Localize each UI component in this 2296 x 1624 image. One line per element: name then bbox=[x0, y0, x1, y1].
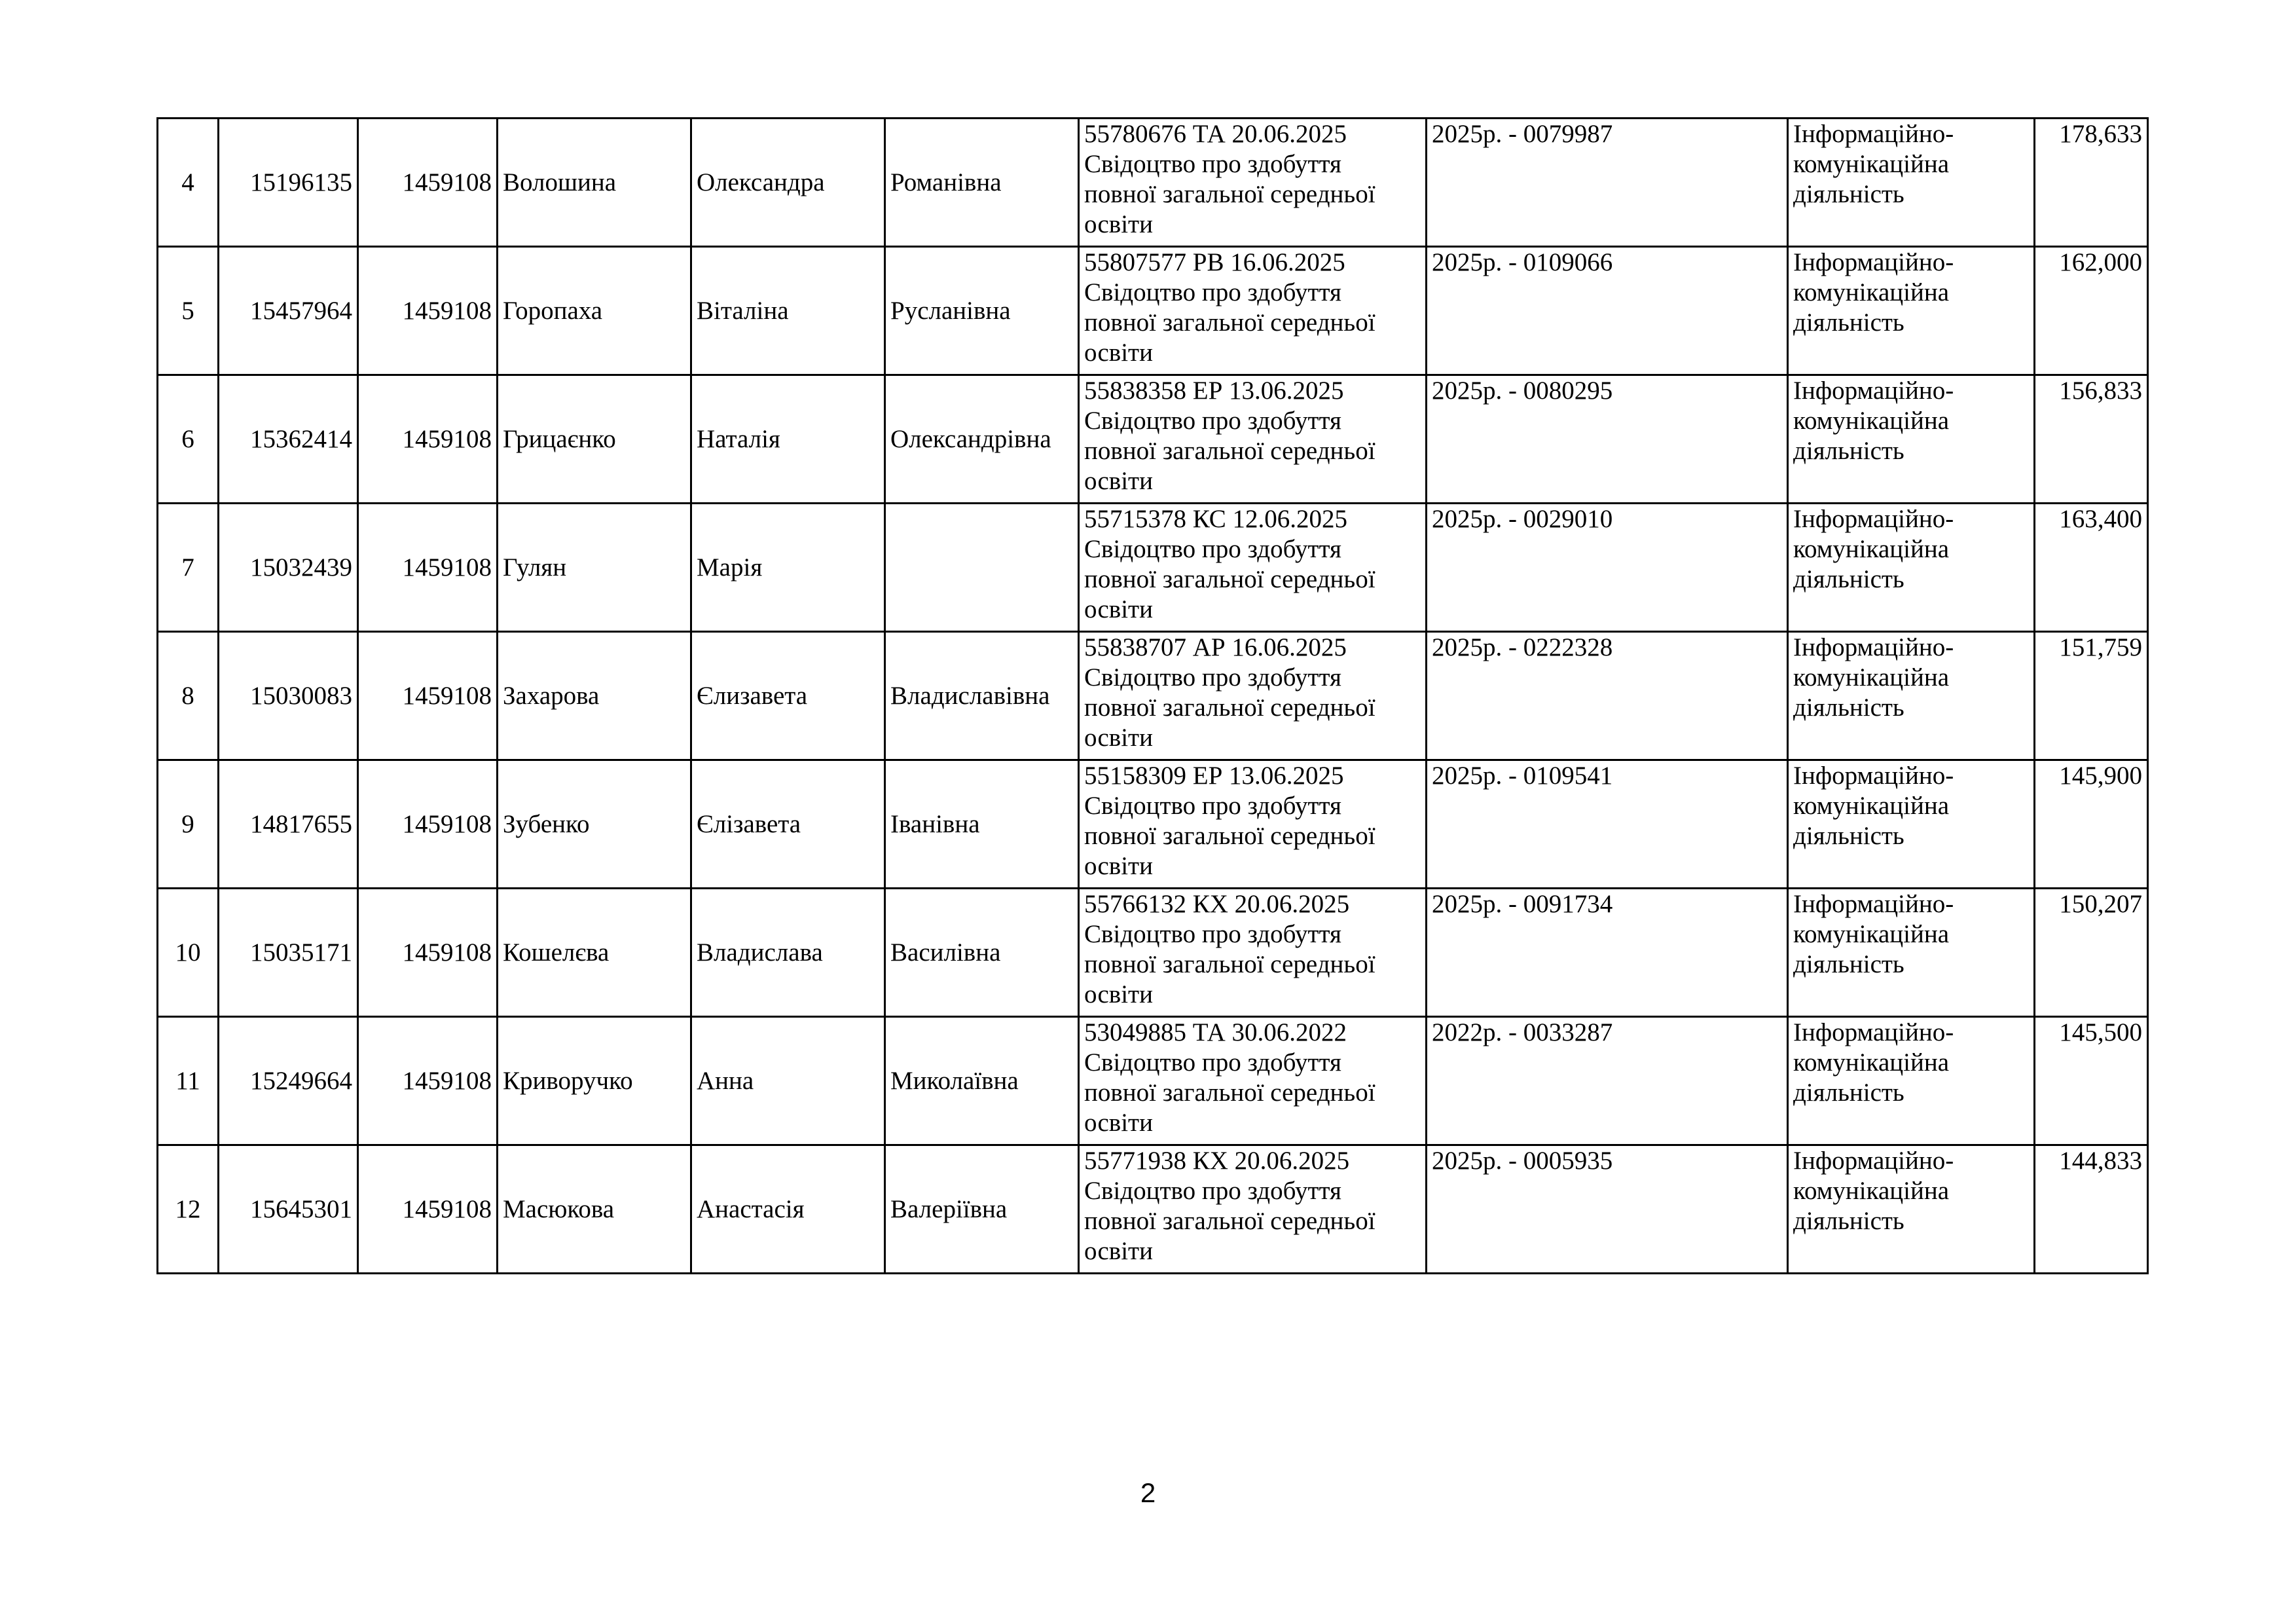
competitive-score-cell: 150,207 bbox=[2035, 889, 2148, 1017]
education-document-line: 55715378 КС 12.06.2025 bbox=[1084, 505, 1348, 533]
program-code-cell: 1459108 bbox=[358, 247, 498, 375]
first-name-cell: Віталіна bbox=[691, 247, 885, 375]
surname-cell: Криворучко bbox=[498, 1017, 691, 1145]
specialty-line: діяльність bbox=[1793, 180, 1904, 208]
specialty-line: комунікаційна bbox=[1793, 1048, 1950, 1077]
education-document-line: Свідоцтво про здобуття bbox=[1084, 1048, 1341, 1077]
education-document-line: повної загальної середньої bbox=[1084, 565, 1376, 593]
specialty-line: діяльність bbox=[1793, 950, 1904, 978]
specialty-line: Інформаційно- bbox=[1793, 248, 1954, 276]
specialty-line: Інформаційно- bbox=[1793, 890, 1954, 918]
competitive-score-cell: 145,500 bbox=[2035, 1017, 2148, 1145]
competitive-score-cell: 156,833 bbox=[2035, 375, 2148, 504]
education-document-line: 55158309 ЕР 13.06.2025 bbox=[1084, 762, 1344, 790]
surname-cell: Гулян bbox=[498, 504, 691, 632]
specialty-line: діяльність bbox=[1793, 1207, 1904, 1235]
patronymic-cell: Валеріївна bbox=[885, 1145, 1079, 1274]
registry-number-cell: 2025р. - 0079987 bbox=[1427, 119, 1788, 247]
patronymic-cell: Іванівна bbox=[885, 760, 1079, 889]
competitive-score-cell: 151,759 bbox=[2035, 632, 2148, 760]
specialty-line: Інформаційно- bbox=[1793, 120, 1954, 148]
applicant-id-cell: 15035171 bbox=[219, 889, 358, 1017]
education-document-line: 55838707 АР 16.06.2025 bbox=[1084, 633, 1347, 661]
education-document-line: 55807577 РВ 16.06.2025 bbox=[1084, 248, 1345, 276]
education-document-line: Свідоцтво про здобуття bbox=[1084, 663, 1341, 692]
specialty-cell bbox=[1788, 247, 2035, 375]
specialty-line: діяльність bbox=[1793, 822, 1904, 850]
first-name-cell: Єлизавета bbox=[691, 632, 885, 760]
program-code-cell: 1459108 bbox=[358, 760, 498, 889]
specialty-line: комунікаційна bbox=[1793, 1177, 1950, 1205]
education-document-line: освіти bbox=[1084, 1109, 1153, 1137]
applicant-id-cell: 15362414 bbox=[219, 375, 358, 504]
education-document-cell bbox=[1079, 889, 1427, 1017]
program-code-cell: 1459108 bbox=[358, 889, 498, 1017]
education-document-line: повної загальної середньої bbox=[1084, 1207, 1376, 1235]
patronymic-cell: Романівна bbox=[885, 119, 1079, 247]
row-number-cell: 8 bbox=[158, 632, 219, 760]
row-number-cell: 5 bbox=[158, 247, 219, 375]
education-document-cell bbox=[1079, 1017, 1427, 1145]
patronymic-cell bbox=[885, 504, 1079, 632]
education-document-line: повної загальної середньої bbox=[1084, 308, 1376, 337]
education-document-line: Свідоцтво про здобуття bbox=[1084, 407, 1341, 435]
patronymic-cell: Олександрівна bbox=[885, 375, 1079, 504]
education-document-line: освіти bbox=[1084, 339, 1153, 367]
specialty-line: Інформаційно- bbox=[1793, 1147, 1954, 1175]
education-document-line: Свідоцтво про здобуття bbox=[1084, 150, 1341, 178]
education-document-cell bbox=[1079, 632, 1427, 760]
table-row bbox=[158, 247, 2148, 375]
surname-cell: Горопаха bbox=[498, 247, 691, 375]
education-document-line: Свідоцтво про здобуття bbox=[1084, 792, 1341, 820]
row-number-cell: 9 bbox=[158, 760, 219, 889]
table-row bbox=[158, 760, 2148, 889]
patronymic-cell: Русланівна bbox=[885, 247, 1079, 375]
applicant-id-cell: 15249664 bbox=[219, 1017, 358, 1145]
education-document-cell bbox=[1079, 760, 1427, 889]
specialty-line: комунікаційна bbox=[1793, 407, 1950, 435]
table-row bbox=[158, 1017, 2148, 1145]
specialty-line: комунікаційна bbox=[1793, 150, 1950, 178]
education-document-line: повної загальної середньої bbox=[1084, 1079, 1376, 1107]
specialty-cell bbox=[1788, 119, 2035, 247]
education-document-cell bbox=[1079, 119, 1427, 247]
specialty-line: Інформаційно- bbox=[1793, 377, 1954, 405]
applicant-id-cell: 15196135 bbox=[219, 119, 358, 247]
patronymic-cell: Миколаївна bbox=[885, 1017, 1079, 1145]
registry-number-cell: 2025р. - 0109541 bbox=[1427, 760, 1788, 889]
education-document-line: освіти bbox=[1084, 1237, 1153, 1265]
row-number-cell: 4 bbox=[158, 119, 219, 247]
specialty-line: Інформаційно- bbox=[1793, 1018, 1954, 1046]
education-document-line: Свідоцтво про здобуття bbox=[1084, 535, 1341, 563]
specialty-cell bbox=[1788, 504, 2035, 632]
specialty-line: комунікаційна bbox=[1793, 920, 1950, 948]
education-document-line: 55780676 ТА 20.06.2025 bbox=[1084, 120, 1347, 148]
specialty-cell bbox=[1788, 760, 2035, 889]
table-row bbox=[158, 504, 2148, 632]
table-row bbox=[158, 889, 2148, 1017]
specialty-line: комунікаційна bbox=[1793, 535, 1950, 563]
first-name-cell: Наталія bbox=[691, 375, 885, 504]
education-document-line: повної загальної середньої bbox=[1084, 437, 1376, 465]
registry-number-cell: 2022р. - 0033287 bbox=[1427, 1017, 1788, 1145]
education-document-line: повної загальної середньої bbox=[1084, 693, 1376, 722]
specialty-line: комунікаційна bbox=[1793, 663, 1950, 692]
specialty-cell bbox=[1788, 1145, 2035, 1274]
applicant-id-cell: 15645301 bbox=[219, 1145, 358, 1274]
specialty-line: Інформаційно- bbox=[1793, 505, 1954, 533]
specialty-line: діяльність bbox=[1793, 308, 1904, 337]
education-document-line: 55766132 КХ 20.06.2025 bbox=[1084, 890, 1350, 918]
specialty-line: Інформаційно- bbox=[1793, 762, 1954, 790]
first-name-cell: Єлізавета bbox=[691, 760, 885, 889]
education-document-line: 55771938 КХ 20.06.2025 bbox=[1084, 1147, 1350, 1175]
table-row bbox=[158, 375, 2148, 504]
first-name-cell: Олександра bbox=[691, 119, 885, 247]
education-document-line: повної загальної середньої bbox=[1084, 180, 1376, 208]
table-row bbox=[158, 119, 2148, 247]
competitive-score-cell: 145,900 bbox=[2035, 760, 2148, 889]
specialty-cell bbox=[1788, 1017, 2035, 1145]
education-document-line: повної загальної середньої bbox=[1084, 950, 1376, 978]
education-document-line: Свідоцтво про здобуття bbox=[1084, 1177, 1341, 1205]
row-number-cell: 12 bbox=[158, 1145, 219, 1274]
program-code-cell: 1459108 bbox=[358, 119, 498, 247]
program-code-cell: 1459108 bbox=[358, 632, 498, 760]
specialty-line: діяльність bbox=[1793, 1079, 1904, 1107]
applicant-id-cell: 15457964 bbox=[219, 247, 358, 375]
education-document-cell bbox=[1079, 1145, 1427, 1274]
page-number: 2 bbox=[1140, 1477, 1156, 1508]
registry-number-cell: 2025р. - 0222328 bbox=[1427, 632, 1788, 760]
applicant-id-cell: 15032439 bbox=[219, 504, 358, 632]
specialty-cell bbox=[1788, 375, 2035, 504]
surname-cell: Масюкова bbox=[498, 1145, 691, 1274]
competitive-score-cell: 163,400 bbox=[2035, 504, 2148, 632]
applicants-table bbox=[156, 117, 2149, 1274]
applicant-id-cell: 14817655 bbox=[219, 760, 358, 889]
row-number-cell: 10 bbox=[158, 889, 219, 1017]
competitive-score-cell: 178,633 bbox=[2035, 119, 2148, 247]
specialty-line: діяльність bbox=[1793, 565, 1904, 593]
specialty-line: діяльність bbox=[1793, 437, 1904, 465]
registry-number-cell: 2025р. - 0080295 bbox=[1427, 375, 1788, 504]
first-name-cell: Владислава bbox=[691, 889, 885, 1017]
competitive-score-cell: 144,833 bbox=[2035, 1145, 2148, 1274]
first-name-cell: Марія bbox=[691, 504, 885, 632]
registry-number-cell: 2025р. - 0005935 bbox=[1427, 1145, 1788, 1274]
table-row bbox=[158, 632, 2148, 760]
patronymic-cell: Владиславівна bbox=[885, 632, 1079, 760]
first-name-cell: Анастасія bbox=[691, 1145, 885, 1274]
program-code-cell: 1459108 bbox=[358, 375, 498, 504]
surname-cell: Волошина bbox=[498, 119, 691, 247]
surname-cell: Захарова bbox=[498, 632, 691, 760]
specialty-cell bbox=[1788, 632, 2035, 760]
specialty-line: комунікаційна bbox=[1793, 278, 1950, 306]
surname-cell: Кошелєва bbox=[498, 889, 691, 1017]
registry-number-cell: 2025р. - 0029010 bbox=[1427, 504, 1788, 632]
education-document-line: 53049885 ТА 30.06.2022 bbox=[1084, 1018, 1347, 1046]
competitive-score-cell: 162,000 bbox=[2035, 247, 2148, 375]
first-name-cell: Анна bbox=[691, 1017, 885, 1145]
education-document-line: освіти bbox=[1084, 980, 1153, 1008]
specialty-line: комунікаційна bbox=[1793, 792, 1950, 820]
education-document-line: освіти bbox=[1084, 467, 1153, 495]
education-document-cell bbox=[1079, 375, 1427, 504]
program-code-cell: 1459108 bbox=[358, 1017, 498, 1145]
row-number-cell: 7 bbox=[158, 504, 219, 632]
education-document-line: освіти bbox=[1084, 210, 1153, 238]
education-document-line: Свідоцтво про здобуття bbox=[1084, 278, 1341, 306]
program-code-cell: 1459108 bbox=[358, 504, 498, 632]
row-number-cell: 11 bbox=[158, 1017, 219, 1145]
education-document-cell bbox=[1079, 504, 1427, 632]
education-document-line: освіти bbox=[1084, 852, 1153, 880]
applicants-table-body bbox=[158, 119, 2148, 1274]
registry-number-cell: 2025р. - 0109066 bbox=[1427, 247, 1788, 375]
table-row bbox=[158, 1145, 2148, 1274]
education-document-line: 55838358 ЕР 13.06.2025 bbox=[1084, 377, 1344, 405]
specialty-cell bbox=[1788, 889, 2035, 1017]
specialty-line: Інформаційно- bbox=[1793, 633, 1954, 661]
education-document-line: освіти bbox=[1084, 595, 1153, 623]
education-document-line: Свідоцтво про здобуття bbox=[1084, 920, 1341, 948]
specialty-line: діяльність bbox=[1793, 693, 1904, 722]
applicant-id-cell: 15030083 bbox=[219, 632, 358, 760]
program-code-cell: 1459108 bbox=[358, 1145, 498, 1274]
registry-number-cell: 2025р. - 0091734 bbox=[1427, 889, 1788, 1017]
education-document-line: освіти bbox=[1084, 724, 1153, 752]
education-document-line: повної загальної середньої bbox=[1084, 822, 1376, 850]
education-document-cell bbox=[1079, 247, 1427, 375]
surname-cell: Зубенко bbox=[498, 760, 691, 889]
surname-cell: Грицаєнко bbox=[498, 375, 691, 504]
row-number-cell: 6 bbox=[158, 375, 219, 504]
patronymic-cell: Василівна bbox=[885, 889, 1079, 1017]
